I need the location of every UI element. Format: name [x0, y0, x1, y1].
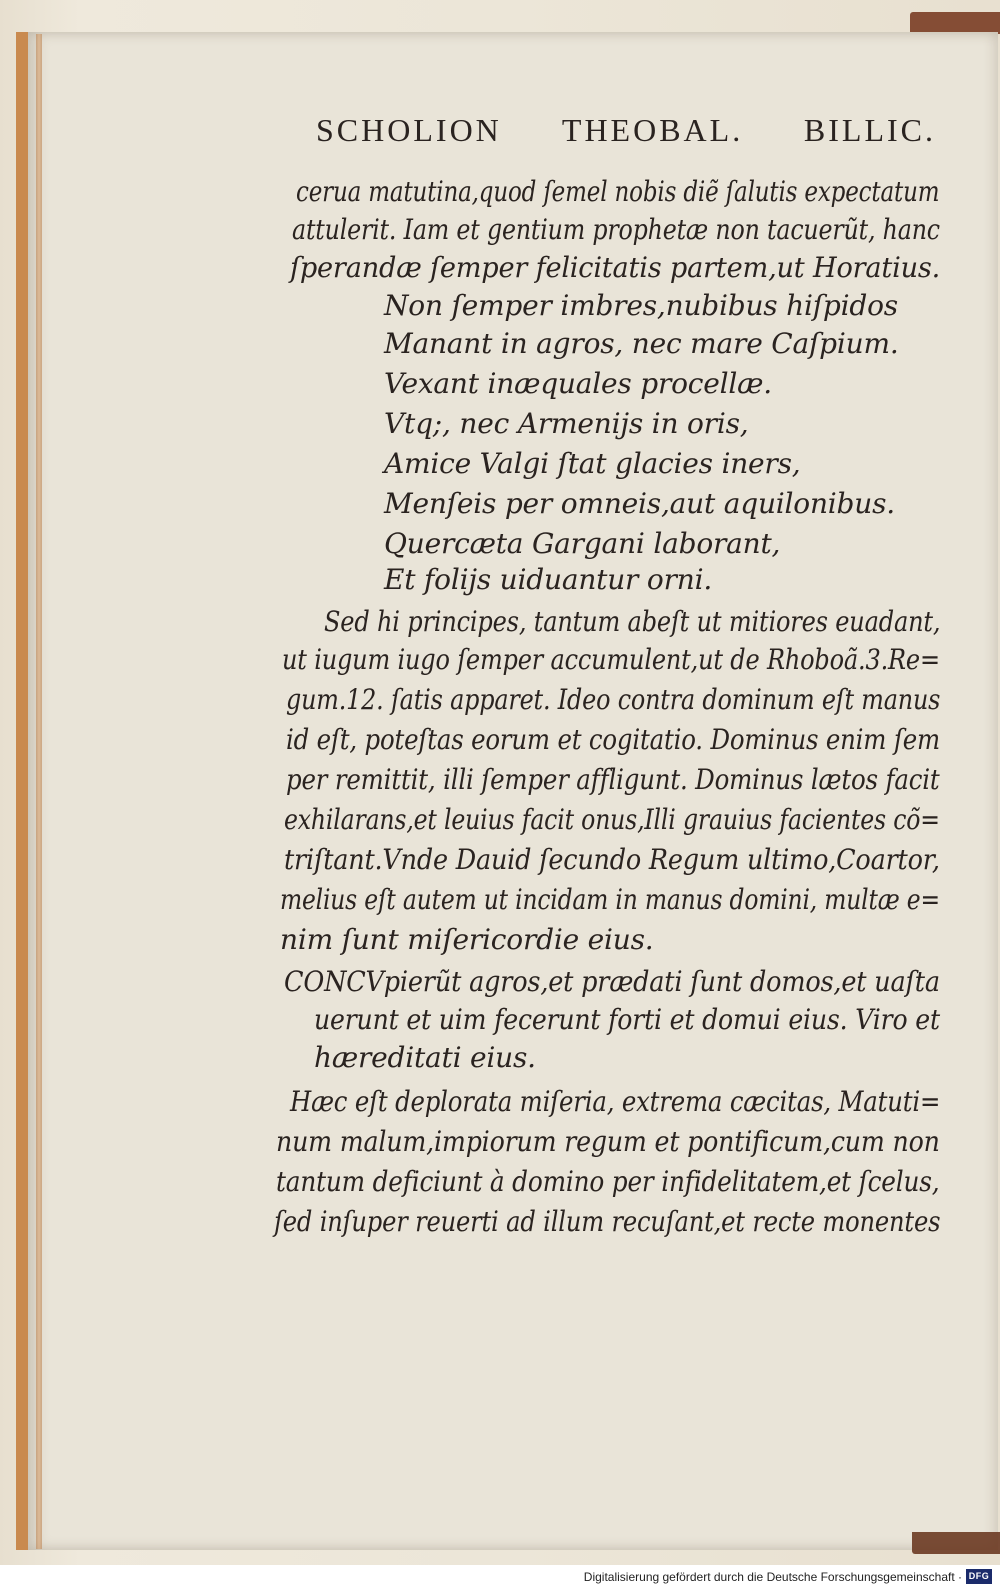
text-line: id eſt, poteſtas eorum et cogitatio. Dominus enim ſem [286, 723, 940, 756]
verse-line: Non ſemper imbres,nubibus hiſpidos [384, 289, 898, 322]
text-line: ſed inſuper reuerti ad illum recuſant,et recte monentes [274, 1205, 941, 1238]
text-line: Sed hi principes, tantum abeſt ut mitiores euadant, [324, 605, 941, 638]
footer-bar [0, 1565, 1000, 1590]
text-line: CONCVpierũt agros,et prædati ſunt domos,et uaſta [284, 965, 940, 998]
verse-line: Vexant inæquales procellæ. [384, 367, 772, 400]
text-line: triſtant.Vnde Dauid ſecundo Regum ultimo,Coartor, [284, 843, 940, 876]
text-line: num malum,impiorum regum et pontificum,cum non [276, 1125, 940, 1158]
text-line: exhilarans,et leuius facit onus,Illi grauius facientes cõ= [284, 803, 940, 836]
text-line: hæreditati eius. [314, 1041, 536, 1074]
text-line: Hæc eſt deplorata miſeria, extrema cæcitas, Matuti= [290, 1085, 941, 1118]
funding-credit: Digitalisierung gefördert durch die Deutsche Forschungsgemeinschaft · [583, 1570, 962, 1584]
text-line: nim ſunt miſericordie eius. [280, 923, 654, 956]
verse-line: Et folijs uiduantur orni. [384, 563, 713, 596]
text-line: ſperandæ ſemper felicitatis partem,ut Horatius. [290, 251, 941, 284]
dfg-logo: DFG [966, 1569, 992, 1584]
text-line: gum.12. ſatis apparet. Ideo contra dominum eſt manus [286, 683, 941, 716]
text-line: ut iugum iugo ſemper accumulent,ut de Rhoboã.3.Re= [282, 643, 940, 676]
text-line: cerua matutina,quod ſemel nobis diẽ ſalutis expectatum [296, 175, 940, 208]
verse-line: Manant in agros, nec mare Caſpium. [384, 327, 899, 360]
text-line: tantum deficiunt à domino per infidelitatem,et ſcelus, [276, 1165, 940, 1198]
verse-line: Menſeis per omneis,aut aquilonibus. [384, 487, 895, 520]
text-line: melius eſt autem ut incidam in manus domini, multæ e= [280, 883, 940, 916]
verse-line: Vtq;, nec Armenijs in oris, [384, 407, 749, 440]
running-header: SCHOLION THEOBAL. BILLIC. [316, 112, 936, 148]
text-line: attulerit. Iam et gentium prophetæ non tacuerũt, hanc [292, 213, 940, 246]
verse-line: Quercæta Gargani laborant, [384, 527, 781, 560]
text-line: per remittit, illi ſemper affligunt. Dominus lætos facit [286, 763, 940, 796]
text-line: uerunt et uim fecerunt forti et domui eius. Viro et [314, 1003, 940, 1036]
verse-line: Amice Valgi ſtat glacies iners, [384, 447, 801, 480]
